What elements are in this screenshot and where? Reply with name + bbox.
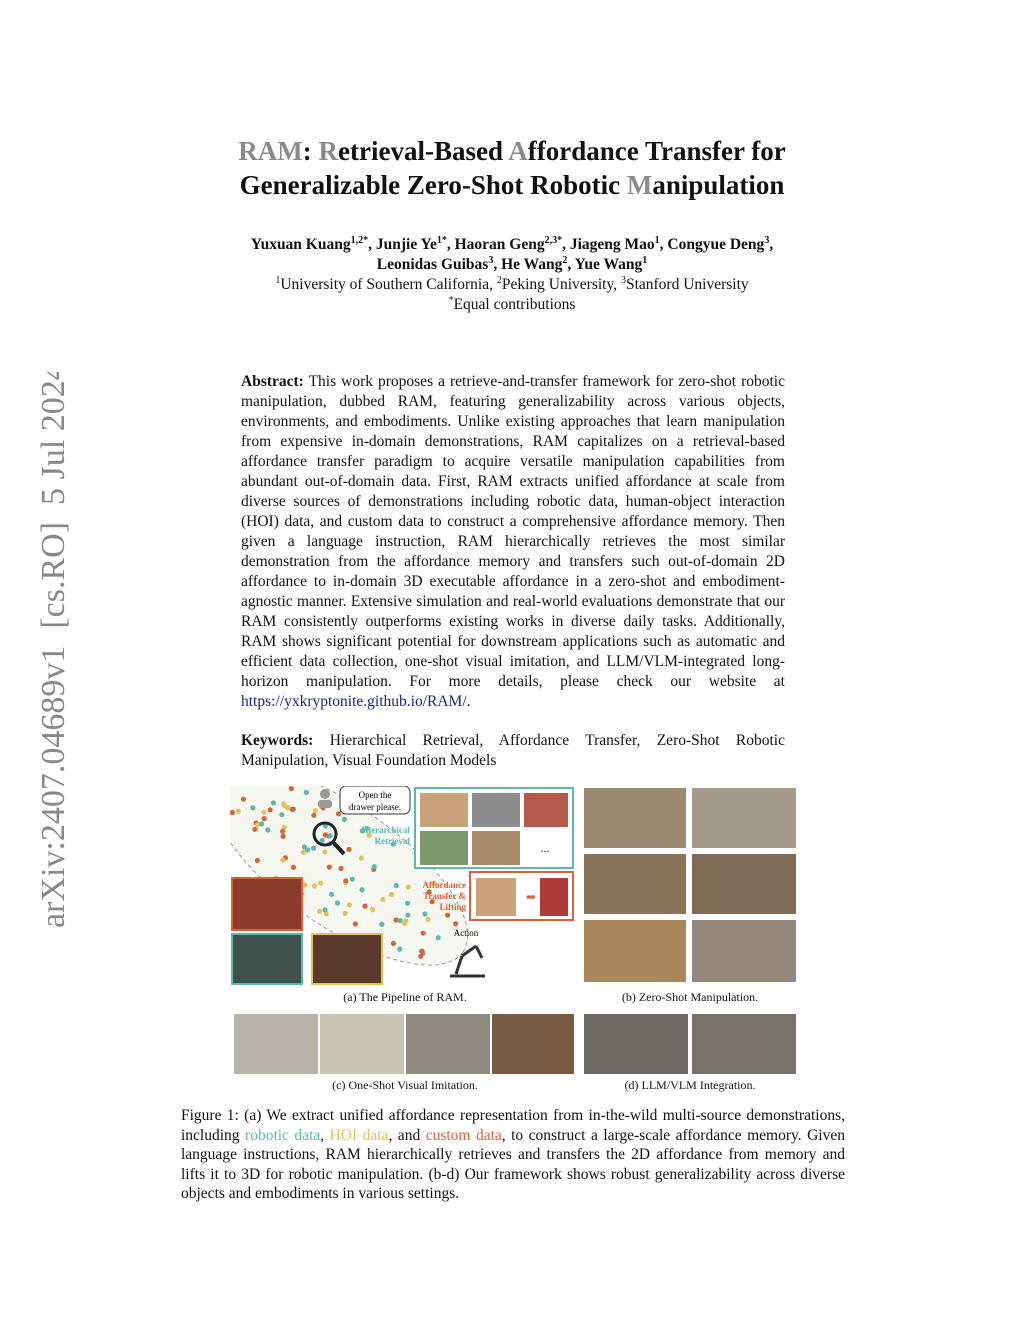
memory-dot <box>338 866 343 871</box>
memory-dot <box>280 829 285 834</box>
author: He Wang <box>501 256 563 273</box>
hoi-image <box>232 878 302 930</box>
title-text: Generalizable Zero-Shot Robotic <box>239 170 627 200</box>
memory-dot <box>425 917 430 922</box>
memory-dot <box>323 907 328 912</box>
user-icon <box>320 789 330 799</box>
arxiv-stamp <box>14 372 74 932</box>
svg-text:Transfer &: Transfer & <box>423 891 466 901</box>
svg-text:Retrieval: Retrieval <box>374 836 410 846</box>
author: Yuxuan Kuang <box>250 236 351 253</box>
memory-dot <box>313 808 318 813</box>
memory-dot <box>289 786 294 791</box>
svg-text:drawer please.: drawer please. <box>349 802 401 812</box>
equal-contribution-note: *Equal contributions <box>448 294 576 313</box>
figure-1 <box>230 786 800 1096</box>
title-highlight: M <box>626 170 653 200</box>
memory-dot <box>320 838 325 843</box>
title-highlight: R <box>318 136 339 166</box>
memory-dot <box>360 887 365 892</box>
subcaption-a: (a) The Pipeline of RAM. <box>343 990 467 1004</box>
project-link[interactable]: https://yxkryptonite.github.io/RAM/ <box>241 693 467 710</box>
author: Yue Wang <box>574 256 643 273</box>
imitation-strip <box>234 1014 574 1074</box>
memory-dot <box>290 807 295 812</box>
memory-dot <box>241 797 246 802</box>
author: Jiageng Mao <box>569 236 655 253</box>
memory-dot <box>362 904 367 909</box>
memory-dot <box>405 913 410 918</box>
memory-dot <box>346 847 351 852</box>
memory-dot <box>271 800 276 805</box>
title-highlight: A <box>508 136 528 166</box>
robotic-data-label: robotic data <box>245 1126 321 1144</box>
memory-dot <box>281 834 286 839</box>
title-highlight: RAM <box>238 136 303 166</box>
memory-dot <box>250 805 255 810</box>
memory-dot <box>268 807 273 812</box>
author-names: Yuxuan Kuang$^{1,2*}$, Junjie $Ye^{1*}$, Haoran Geng$^{2,3*}$, Jiageng Mao$^1$, Congyue Deng$^3$, Leonidas Guibas$^3$, He Wang$^2$, Yue Wang$^1$ <box>250 234 774 273</box>
author: Congyue Deng <box>667 236 765 253</box>
subcaption-d: (d) LLM/VLM Integration. <box>624 1078 756 1092</box>
svg-text:Action: Action <box>453 928 479 938</box>
abstract: Abstract: This work proposes a retrieve-and-transfer framework for zero-shot robotic manipulation, dubbed RAM, featuring generalizability across various objects, environments, and embodiments. Unlike existing approaches that learn manipulation from expensive in-domain demonstrations, RAM capitalizes on a retrieval-based affordance transfer paradigm to acquire versatile manipulation capabilities from abundant out-of-domain data. First, RAM extracts unified affordance at scale from diverse sources of demonstrations including robotic data, human-object interaction (HOI) data, and custom data to construct a comprehensive affordance memory. Then given a language instruction, RAM hierarchically retrieves the most similar demonstration from the affordance memory and transfers such out-of-domain 2D affordance to in-domain 3D executable affordance in a zero-shot and embodiment-agnostic manner. Extensive simulation and real-world evaluations demonstrate that our RAM consistently outperforms existing works in diverse daily tasks. Additionally, RAM shows significant potential for downstream applications such as automatic and efficient data collection, one-shot visual imitation, and LLM/VLM-integrated long-horizon manipulation. For more details, please check our website at https://yxkryptonite.github.io/RAM/. <box>241 373 785 710</box>
memory-dot <box>259 821 264 826</box>
memory-dot <box>311 813 316 818</box>
abstract-label: Abstract: <box>241 373 304 390</box>
memory-dot <box>421 931 426 936</box>
memory-dot <box>372 864 377 869</box>
llm-vlm-strip <box>584 1014 796 1074</box>
title-text: anipulation <box>652 170 785 200</box>
svg-text:Hierarchical: Hierarchical <box>361 825 410 835</box>
memory-dot <box>305 847 310 852</box>
author-block <box>150 235 874 315</box>
author: Haoran Geng <box>454 236 545 253</box>
memory-dot <box>312 883 317 888</box>
custom-data-label: custom data <box>425 1126 502 1144</box>
memory-dot <box>353 921 358 926</box>
figure-caption: Figure 1: (a) We extract unified affordance representation from in-the-wild multi-source demonstrations, including robotic data, HOI data, and custom data, to construct a large-scale affordance memory. Given language instructions, RAM hierarchically retrieves and transfers the 2D affordance from memory and lifts it to 3D for robotic manipulation. (b-d) Our framework shows robust generalizability across diverse objects and embodiments in various settings. <box>181 1107 845 1203</box>
abstract-text: This work proposes a retrieve-and-transfer framework for zero-shot robotic manipulation, dubbed RAM, featuring generalizability across various objects, environments, and embodiments. Unlike existing approaches that learn manipulation from expensive in-domain demonstrations, RAM capitalizes on a retrieval-based affordance transfer paradigm to acquire versatile manipulation capabilities from abundant out-of-domain data. First, RAM extracts unified affordance at scale from diverse sources of demonstrations including robotic data, human-object interaction (HOI) data, and custom data to construct a comprehensive affordance memory. Then given a language instruction, RAM hierarchically retrieves the most similar demonstration from the affordance memory and transfers such out-of-domain 2D affordance to in-domain 3D executable affordance in a zero-shot and embodiment-agnostic manner. Extensive simulation and real-world evaluations demonstrate that our RAM consistently outperforms existing works in diverse daily tasks. Additionally, RAM shows significant potential for downstream applications such as automatic and efficient data collection, one-shot visual imitation, and LLM/VLM-integrated long-horizon manipulation. For more details, please check our website at <box>241 373 785 690</box>
memory-dot <box>280 857 285 862</box>
memory-dot <box>328 833 333 838</box>
memory-dot <box>347 902 352 907</box>
memory-dot <box>343 878 348 883</box>
memory-dot <box>265 827 270 832</box>
title-text: ffordance Transfer for <box>527 136 786 166</box>
svg-text:➡: ➡ <box>526 890 537 904</box>
memory-dot <box>418 954 423 959</box>
memory-dot <box>261 810 266 815</box>
hoi-data-label: HOI data <box>329 1126 389 1144</box>
keywords-text: Hierarchical Retrieval, Affordance Transfer, Zero-Shot Robotic Manipulation, Visual Foundation Models <box>241 732 785 769</box>
memory-dot <box>342 817 347 822</box>
memory-dot <box>279 812 284 817</box>
keywords-label: Keywords: <box>241 732 314 749</box>
memory-dot <box>391 941 396 946</box>
memory-dot <box>311 846 316 851</box>
title-text: etrieval-Based <box>338 136 509 166</box>
memory-dot <box>322 849 327 854</box>
memory-dot <box>350 877 355 882</box>
keywords <box>241 731 785 771</box>
svg-text:Lifting: Lifting <box>439 902 466 912</box>
memory-dot <box>420 949 425 954</box>
memory-dot <box>255 858 260 863</box>
memory-dot <box>370 907 375 912</box>
memory-dot <box>380 897 385 902</box>
svg-text:...: ... <box>540 841 550 855</box>
memory-dot <box>445 913 450 918</box>
zero-shot-grid <box>584 788 796 984</box>
memory-dot <box>281 801 286 806</box>
memory-dot <box>230 810 235 815</box>
memory-dot <box>397 947 402 952</box>
memory-dot <box>236 809 241 814</box>
memory-dot <box>323 832 328 837</box>
memory-dot <box>379 922 384 927</box>
author: Junjie Ye <box>375 236 437 253</box>
author: Leonidas Guibas <box>376 256 489 273</box>
robotic-image <box>232 934 302 984</box>
memory-dot <box>453 921 458 926</box>
title-line-2 <box>150 168 874 202</box>
memory-dot <box>343 911 348 916</box>
pipeline-diagram <box>230 786 576 986</box>
memory-dot <box>329 892 334 897</box>
memory-dot <box>336 811 341 816</box>
memory-dot <box>398 918 403 923</box>
subcaption-c: (c) One-Shot Visual Imitation. <box>332 1078 478 1092</box>
svg-text:Affordance: Affordance <box>422 880 466 890</box>
svg-text:Open the: Open the <box>358 790 392 800</box>
affiliations: $^1$University of Southern California, $^2$Peking University, $^3$Stanford University <box>275 274 749 293</box>
title-text: : <box>302 136 319 166</box>
memory-dot <box>327 865 332 870</box>
custom-image <box>312 934 382 984</box>
arxiv-id: arXiv:2407.04689v1 [cs.RO] 5 Jul 2024 <box>35 372 72 928</box>
memory-dot <box>403 918 408 923</box>
memory-dot <box>335 900 340 905</box>
memory-dot <box>436 935 441 940</box>
memory-dot <box>318 881 323 886</box>
memory-dot <box>405 901 410 906</box>
memory-dot <box>304 790 309 795</box>
memory-dot <box>291 865 296 870</box>
memory-dot <box>301 850 306 855</box>
memory-dot <box>406 884 411 889</box>
memory-dot <box>389 892 394 897</box>
memory-dot <box>359 856 364 861</box>
title-line-1 <box>150 134 874 168</box>
memory-dot <box>422 911 427 916</box>
memory-dot <box>317 909 322 914</box>
subcaption-b: (b) Zero-Shot Manipulation. <box>621 990 759 1004</box>
memory-dot <box>262 816 267 821</box>
memory-dot <box>394 883 399 888</box>
paper-title <box>150 134 874 202</box>
